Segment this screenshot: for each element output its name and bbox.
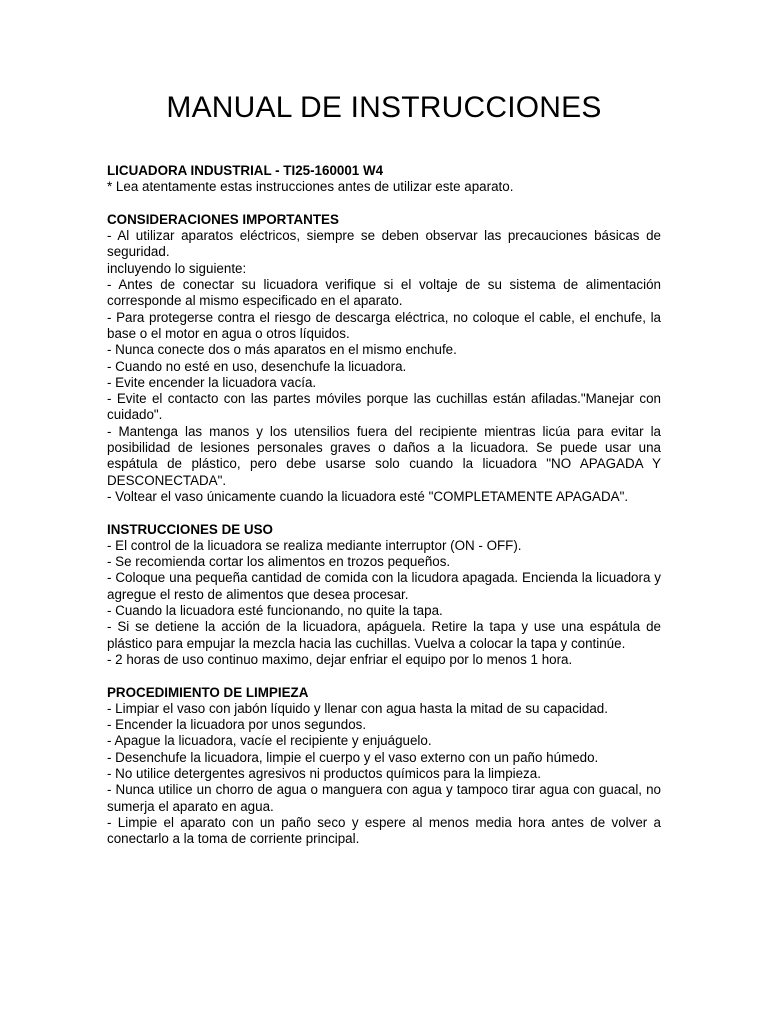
paragraph: - Evite encender la licuadora vacía.	[107, 374, 317, 390]
paragraph: - Si se detiene la acción de la licuadora, apáguela. Retire la tapa y use una espátula de plástico para empujar la mezcla hacia las cuchillas. Vuelva a colocar la tapa y continúe.	[107, 619, 661, 651]
paragraph: - 2 horas de uso continuo maximo, dejar enfriar el equipo por lo menos 1 hora.	[107, 651, 573, 667]
paragraph: * Lea atentamente estas instrucciones antes de utilizar este aparato.	[107, 179, 514, 195]
paragraph: - Cuando no esté en uso, desenchufe la licuadora.	[107, 358, 407, 374]
paragraph: - Encender la licuadora por unos segundos.	[107, 717, 367, 733]
section-product	[107, 163, 661, 196]
paragraph: - Nunca conecte dos o más aparatos en el mismo enchufe.	[107, 342, 457, 358]
paragraph: - Cuando la licuadora esté funcionando, no quite la tapa.	[107, 603, 443, 619]
paragraph: - Antes de conectar su licuadora verifique si el voltaje de su sistema de alimentación corresponde al mismo especificado en el aparato.	[107, 277, 661, 309]
paragraph: incluyendo lo siguiente:	[107, 260, 247, 276]
document-title: MANUAL DE INSTRUCCIONES	[166, 91, 602, 124]
section-cleaning	[107, 685, 661, 848]
paragraph: - Apague la licuadora, vacíe el recipiente y enjuáguelo.	[107, 733, 432, 749]
paragraph: - Coloque una pequeña cantidad de comida con la licudora apagada. Encienda la licuadora y agregue el resto de alimentos que desea procesar.	[107, 570, 661, 602]
section-usage	[107, 522, 661, 669]
paragraph: - Limpiar el vaso con jabón líquido y llenar con agua hasta la mitad de su capacidad.	[107, 700, 608, 716]
section-considerations	[107, 212, 661, 505]
paragraph: - Para protegerse contra el riesgo de descarga eléctrica, no coloque el cable, el enchufe, la base o el motor en agua o otros líquidos.	[107, 309, 661, 341]
section-heading: LICUADORA INDUSTRIAL - TI25-160001 W4	[107, 163, 384, 178]
section-heading: INSTRUCCIONES DE USO	[107, 521, 273, 537]
paragraph: - Evite el contacto con las partes móviles porque las cuchillas están afiladas."Manejar con cuidado".	[107, 391, 661, 423]
paragraph: - Limpie el aparato con un paño seco y espere al menos media hora antes de volver a conectarlo a la toma de corriente principal.	[107, 814, 661, 847]
paragraph: - Desenchufe la licuadora, limpie el cuerpo y el vaso externo con un paño húmedo.	[107, 749, 599, 765]
section-heading: CONSIDERACIONES IMPORTANTES	[107, 211, 339, 227]
paragraph: - Se recomienda cortar los alimentos en trozos pequeños.	[107, 554, 451, 570]
document-body	[107, 163, 661, 864]
section-heading: PROCEDIMIENTO DE LIMPIEZA	[107, 684, 309, 700]
paragraph: - Voltear el vaso únicamente cuando la licuadora esté "COMPLETAMENTE APAGADA".	[107, 488, 629, 504]
paragraph: - El control de la licuadora se realiza mediante interruptor (ON - OFF).	[107, 537, 522, 553]
paragraph: - Al utilizar aparatos eléctricos, siempre se deben observar las precauciones básicas de seguridad.	[107, 228, 661, 260]
paragraph: - Nunca utilice un chorro de agua o manguera con agua y tampoco tirar agua con guacal, no sumerja el aparato en agua.	[107, 782, 661, 814]
paragraph: - No utilice detergentes agresivos ni productos químicos para la limpieza.	[107, 765, 541, 781]
paragraph: - Mantenga las manos y los utensilios fuera del recipiente mientras licúa para evitar la posibilidad de lesiones personales graves o daños a la licuadora. Se puede usar una espátula de plástico, pero debe usarse solo cuando la licuadora "NO APAGADA Y DESCONECTADA".	[107, 423, 661, 488]
